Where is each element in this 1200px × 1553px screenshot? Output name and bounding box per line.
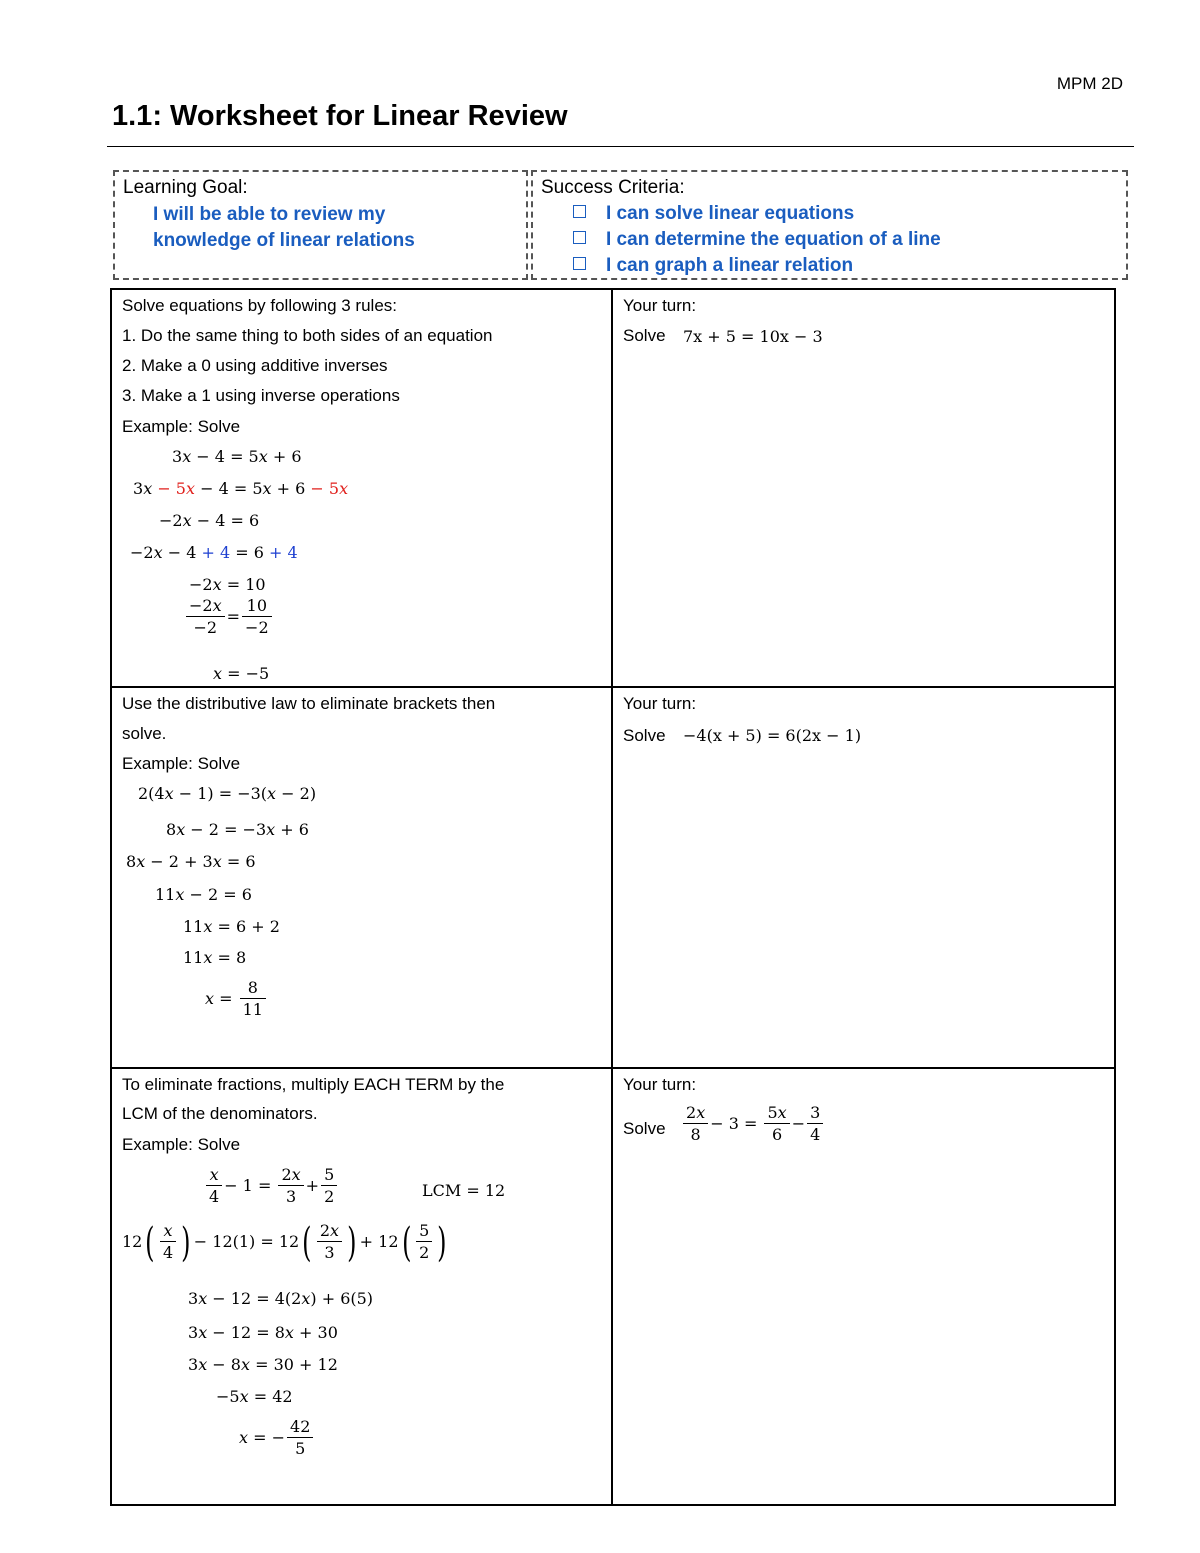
solve-label: Solve xyxy=(623,726,666,745)
math-step: 3x − 12 = 8x + 30 xyxy=(188,1323,338,1342)
checkbox-icon xyxy=(573,231,586,244)
example-label: Example: Solve xyxy=(122,417,241,436)
example-label: Example: Solve xyxy=(122,1135,241,1154)
math-step: $\frac{x}{4}$ − 1 = $\frac{2x}{3}$ + $\frac{5}{2}$ xyxy=(204,1165,339,1208)
solve-label: Solve xyxy=(623,326,666,345)
rule-item: 1. Do the same thing to both sides of an equation xyxy=(122,326,493,345)
example-cell xyxy=(111,289,612,687)
math-step: 11x = 8 xyxy=(183,948,247,967)
your-turn-cell xyxy=(612,687,1115,1068)
learning-goal-text xyxy=(153,202,415,254)
math-step: 3x − 4 = 5x + 6 xyxy=(172,447,302,466)
page-title: 1.1: Worksheet for Linear Review xyxy=(112,100,568,132)
math-step: 8x − 2 = −3x + 6 xyxy=(166,820,309,839)
title-divider xyxy=(107,146,1134,147)
course-code: MPM 2D xyxy=(1056,74,1123,93)
math-step: 3x − 12 = 4(2x) + 6(5) xyxy=(188,1289,374,1308)
your-turn-cell xyxy=(612,1068,1115,1505)
section-intro: Solve equations by following 3 rules: xyxy=(122,296,397,315)
section-row xyxy=(111,289,1115,687)
criteria-item: I can determine the equation of a line xyxy=(573,229,941,251)
criteria-item: I can graph a linear relation xyxy=(573,255,853,277)
example-label: Example: Solve xyxy=(122,754,241,773)
section-row xyxy=(111,687,1115,1068)
worksheet-grid xyxy=(110,288,1116,1506)
your-turn-label: Your turn: xyxy=(623,694,697,713)
solve-label: Solve xyxy=(623,1119,666,1138)
math-step: 8x − 2 + 3x = 6 xyxy=(126,852,256,871)
your-turn-label: Your turn: xyxy=(623,296,697,315)
section-intro: Use the distributive law to eliminate brackets then xyxy=(122,694,496,713)
section-intro: To eliminate fractions, multiply EACH TERM by the xyxy=(122,1075,505,1094)
practice-problem: 7x + 5 = 10x − 3 xyxy=(683,327,823,346)
math-step: $\frac{-2x}{-2}$ = $\frac{10}{-2}$ xyxy=(184,596,274,639)
learning-goal-line-2: knowledge of linear relations xyxy=(153,230,415,251)
math-step: 11x = 6 + 2 xyxy=(183,917,280,936)
example-cell xyxy=(111,1068,612,1505)
success-criteria-box xyxy=(531,170,1128,280)
learning-goal-box xyxy=(113,170,528,280)
math-step: −5x = 42 xyxy=(216,1387,293,1406)
learning-goal-line-1: I will be able to review my xyxy=(153,204,386,225)
section-intro: LCM of the denominators. xyxy=(122,1104,318,1123)
math-step: x = −5 xyxy=(213,664,270,683)
checkbox-icon xyxy=(573,257,586,270)
rule-item: 3. Make a 1 using inverse operations xyxy=(122,386,400,405)
math-step: 12( $\frac{x}{4}$ ) − 12(1) = 12( $\frac{2x}{3}$ ) + 12( $\frac{5}{2}$ ) xyxy=(122,1219,447,1266)
math-step: −2x − 4 + 4 = 6 + 4 xyxy=(130,543,298,562)
example-cell xyxy=(111,687,612,1068)
practice-problem: $\frac{2x}{8}$ − 3 = $\frac{5x}{6}$ − $\frac{3}{4}$ xyxy=(681,1103,825,1146)
math-step: 11x − 2 = 6 xyxy=(155,885,252,904)
success-criteria-heading: Success Criteria: xyxy=(541,177,685,198)
learning-goal-heading: Learning Goal: xyxy=(123,177,248,198)
your-turn-cell xyxy=(612,289,1115,687)
math-step: 3x − 5x − 4 = 5x + 6 − 5x xyxy=(133,479,349,498)
math-step: 2(4x − 1) = −3(x − 2) xyxy=(138,784,317,803)
math-step: −2x − 4 = 6 xyxy=(159,511,260,530)
section-intro: solve. xyxy=(122,724,167,743)
criteria-item: I can solve linear equations xyxy=(573,203,854,225)
your-turn-label: Your turn: xyxy=(623,1075,697,1094)
math-step: x = − $\frac{42}{5}$ xyxy=(239,1417,315,1460)
math-step: 3x − 8x = 30 + 12 xyxy=(188,1355,338,1374)
section-row xyxy=(111,1068,1115,1505)
checkbox-icon xyxy=(573,205,586,218)
math-step: −2x = 10 xyxy=(189,575,266,594)
math-step: x = $\frac{8}{11}$ xyxy=(205,978,268,1021)
rule-item: 2. Make a 0 using additive inverses xyxy=(122,356,388,375)
practice-problem: −4(x + 5) = 6(2x − 1) xyxy=(683,726,862,745)
lcm-note: LCM = 12 xyxy=(422,1181,506,1200)
